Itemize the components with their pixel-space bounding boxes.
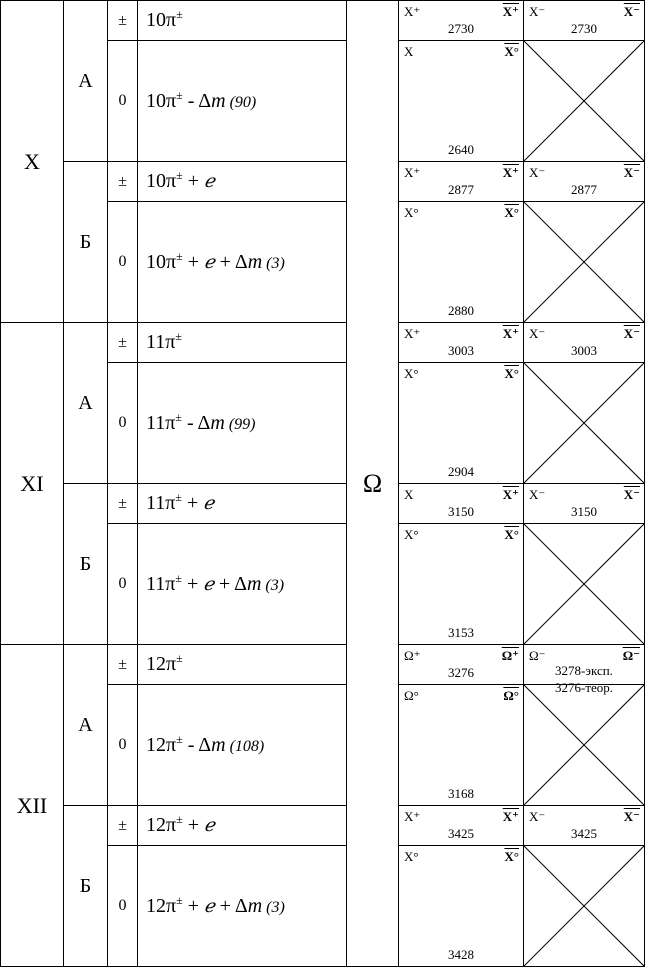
formula-sup: ± — [176, 168, 183, 182]
particle-box — [399, 524, 523, 644]
particle-symbol: Ω° — [404, 688, 419, 703]
particle-symbol: X⁻ — [529, 165, 546, 180]
formula-base: 10π — [146, 170, 177, 192]
formula-cell — [138, 846, 347, 967]
particle-symbol: Ω⁻ — [529, 648, 546, 663]
antiparticle-symbol: X⁻ — [623, 165, 640, 180]
mass-value: 2880 — [448, 303, 474, 318]
mass-symbol: m — [210, 411, 225, 434]
cross-mark — [524, 524, 644, 644]
mass-value: 3425 — [571, 826, 597, 841]
formula-plus: + — [182, 814, 204, 836]
formula-plus: + — [182, 894, 204, 917]
formula-plus: + — [181, 572, 204, 595]
particle-cell — [524, 645, 645, 695]
empty-cross-cell — [524, 846, 645, 967]
table-row — [1, 1, 645, 41]
particle-box — [399, 363, 523, 483]
mass-symbol: m — [247, 250, 263, 273]
particle-symbol: X° — [404, 366, 419, 381]
particle-cell — [399, 202, 524, 323]
formula-cell — [138, 685, 347, 806]
particle-box — [524, 484, 644, 523]
mass-value: 2640 — [448, 142, 474, 157]
formula-cell — [138, 806, 347, 846]
mass-value: 2730 — [448, 21, 474, 36]
formula-base: 10π — [146, 9, 177, 31]
subgroup-label: А — [64, 645, 108, 806]
empty-cross-cell — [524, 202, 645, 323]
antiparticle-symbol: X⁻ — [623, 487, 640, 502]
charge-sign: 0 — [108, 363, 138, 484]
charge-sign: ± — [108, 484, 138, 524]
particle-box — [524, 645, 644, 695]
mass-value: 2904 — [448, 464, 474, 479]
charge-sign: 0 — [108, 41, 138, 162]
mass-value: 3153 — [448, 625, 474, 640]
formula-cell — [138, 323, 347, 363]
empty-cross-cell — [524, 685, 645, 806]
particle-symbol: X — [404, 487, 414, 502]
particle-box — [399, 685, 523, 805]
particle-box — [399, 323, 523, 362]
mass-symbol: m — [211, 89, 226, 112]
particle-symbol: X° — [404, 205, 419, 220]
charge-sign: 0 — [108, 202, 138, 323]
particle-cell — [524, 162, 645, 202]
omega-column: Ω — [347, 1, 399, 967]
table-row — [1, 484, 645, 524]
formula-plus: + — [182, 250, 204, 273]
particle-cell — [399, 484, 524, 524]
antiparticle-symbol: X⁺ — [502, 4, 519, 19]
empty-cross-cell — [524, 363, 645, 484]
formula-sup: ± — [176, 87, 183, 102]
mass-value: 3425 — [448, 826, 474, 841]
formula-base: 12π — [146, 733, 177, 756]
particle-box — [524, 1, 644, 40]
particle-symbol: X⁺ — [404, 165, 421, 180]
formula-cell — [138, 484, 347, 524]
mass-value: 3428 — [448, 947, 474, 962]
formula-sup: ± — [175, 490, 182, 504]
formula-sup: ± — [176, 812, 183, 826]
charge-sign: ± — [108, 323, 138, 363]
antiparticle-symbol: X⁺ — [502, 487, 519, 502]
particle-symbol: Ω⁺ — [404, 648, 421, 663]
particle-cell — [399, 685, 524, 806]
particle-box — [524, 162, 644, 201]
subgroup-label: Б — [64, 162, 108, 323]
particle-box — [399, 484, 523, 523]
formula-base: 11π — [146, 492, 176, 514]
particle-box — [399, 806, 523, 845]
mass-value-line: 3278-эксп. — [555, 663, 613, 678]
formula-base: 10π — [146, 250, 177, 273]
antiparticle-symbol: X° — [504, 849, 519, 864]
subgroup-label: А — [64, 323, 108, 484]
mass-value: 2877 — [448, 182, 474, 197]
antiparticle-symbol: Ω° — [503, 688, 519, 703]
particle-box — [399, 162, 523, 201]
particle-cell — [399, 162, 524, 202]
cross-mark — [524, 41, 644, 161]
formula-sup: ± — [176, 248, 183, 263]
mass-symbol: m — [211, 733, 226, 756]
formula-cell — [138, 162, 347, 202]
particle-box — [399, 645, 523, 684]
particle-cell — [399, 363, 524, 484]
mass-value: 3276 — [448, 665, 474, 680]
particle-symbol: X⁻ — [529, 4, 546, 19]
formula-sup: ± — [175, 329, 182, 343]
particle-box — [524, 806, 644, 845]
charge-sign: 0 — [108, 846, 138, 967]
formula-base: 11π — [146, 331, 176, 353]
particle-symbol: X⁻ — [529, 487, 546, 502]
script-e-symbol: ℯ — [203, 573, 214, 595]
formula-cell — [138, 645, 347, 685]
script-e-symbol: ℯ — [203, 493, 214, 514]
cross-mark — [524, 685, 644, 805]
charge-sign: ± — [108, 645, 138, 685]
subgroup-label: Б — [64, 806, 108, 967]
formula-delta: - Δ — [182, 89, 212, 112]
charge-sign: ± — [108, 806, 138, 846]
particle-symbol: X° — [404, 527, 419, 542]
particle-box — [399, 202, 523, 322]
group-label: XI — [1, 323, 64, 645]
antiparticle-symbol: X° — [504, 366, 519, 381]
particle-box — [399, 846, 523, 966]
mass-value: 2877 — [571, 182, 597, 197]
antiparticle-symbol: Ω⁺ — [501, 648, 519, 663]
mass-value: 3003 — [448, 343, 474, 358]
antiparticle-symbol: X° — [504, 527, 519, 542]
mass-note: (3) — [266, 898, 285, 916]
formula-delta: - Δ — [181, 411, 211, 434]
mass-note: (3) — [266, 254, 285, 272]
script-e-symbol: ℯ — [203, 171, 215, 192]
mass-value: 3168 — [448, 786, 474, 801]
formula-sup: ± — [176, 7, 183, 21]
table-row — [1, 645, 645, 685]
mass-note: (99) — [228, 415, 256, 433]
particle-symbol: X⁺ — [404, 809, 421, 824]
formula-cell — [138, 1, 347, 41]
formula-cell — [138, 524, 347, 645]
antiparticle-symbol: X⁺ — [502, 326, 519, 341]
charge-sign: ± — [108, 1, 138, 41]
group-label: X — [1, 1, 64, 323]
particle-cell — [399, 524, 524, 645]
empty-cross-cell — [524, 41, 645, 162]
antiparticle-symbol: X⁻ — [623, 809, 640, 824]
script-e-symbol: ℯ — [203, 895, 215, 917]
particle-cell — [399, 323, 524, 363]
antiparticle-symbol: X⁻ — [623, 326, 640, 341]
mass-symbol: m — [246, 572, 262, 595]
group-label: XII — [1, 645, 64, 967]
subgroup-label: А — [64, 1, 108, 162]
subgroup-label: Б — [64, 484, 108, 645]
particle-cell — [399, 806, 524, 846]
cross-mark — [524, 846, 644, 966]
formula-cell — [138, 41, 347, 162]
formula-cell — [138, 363, 347, 484]
formula-cell — [138, 202, 347, 323]
mass-value: 3150 — [571, 504, 597, 519]
particle-symbol: X° — [404, 849, 419, 864]
particle-cell — [524, 484, 645, 524]
script-e-symbol: ℯ — [203, 815, 215, 836]
formula-sup: ± — [175, 409, 182, 424]
table-row — [1, 162, 645, 202]
formula-sup: ± — [176, 892, 183, 907]
particle-box — [399, 1, 523, 40]
table-row — [1, 323, 645, 363]
particle-box — [399, 41, 523, 161]
charge-sign: ± — [108, 162, 138, 202]
mass-symbol: m — [247, 894, 263, 917]
mass-note: (90) — [229, 93, 257, 111]
antiparticle-symbol: X⁻ — [623, 4, 640, 19]
particle-symbol: X⁺ — [404, 4, 421, 19]
formula-sup: ± — [176, 651, 183, 665]
particle-box — [524, 323, 644, 362]
mass-value-line: 3276-теор. — [554, 680, 614, 695]
particle-cell — [399, 41, 524, 162]
mass-note: (3) — [265, 576, 285, 594]
particle-cell — [399, 846, 524, 967]
formula-base: 12π — [146, 653, 177, 675]
formula-sup: ± — [176, 731, 183, 746]
antiparticle-symbol: X⁺ — [502, 809, 519, 824]
script-e-symbol: ℯ — [203, 251, 215, 273]
charge-sign: 0 — [108, 524, 138, 645]
particle-cell — [524, 806, 645, 846]
formula-sup: ± — [175, 570, 182, 585]
antiparticle-symbol: X° — [504, 44, 519, 59]
particle-cell — [399, 645, 524, 685]
formula-plus: + — [182, 170, 204, 192]
formula-base: 12π — [146, 814, 177, 836]
particle-symbol: X⁺ — [404, 326, 421, 341]
particle-cell — [524, 323, 645, 363]
charge-sign: 0 — [108, 685, 138, 806]
particle-cell — [524, 1, 645, 41]
particle-symbol: X — [404, 44, 414, 59]
formula-base: 10π — [146, 89, 177, 112]
formula-delta: - Δ — [182, 733, 212, 756]
mass-value: 2730 — [571, 21, 597, 36]
table-row — [1, 806, 645, 846]
antiparticle-symbol: Ω⁻ — [622, 648, 640, 663]
formula-delta: + Δ — [214, 250, 248, 273]
particle-symbol: X⁻ — [529, 326, 546, 341]
formula-base: 12π — [146, 894, 177, 917]
formula-base: 11π — [146, 411, 176, 434]
formula-delta: + Δ — [214, 894, 248, 917]
formula-plus: + — [181, 492, 204, 514]
mass-value: 3003 — [571, 343, 597, 358]
formula-base: 11π — [146, 572, 176, 595]
mass-value: 3150 — [448, 504, 474, 519]
mass-note: (108) — [229, 737, 265, 755]
particle-cell — [399, 1, 524, 41]
formula-delta: + Δ — [213, 572, 247, 595]
empty-cross-cell — [524, 524, 645, 645]
antiparticle-symbol: X⁺ — [502, 165, 519, 180]
particle-symbol: X⁻ — [529, 809, 546, 824]
cross-mark — [524, 363, 644, 483]
antiparticle-symbol: X° — [504, 205, 519, 220]
cross-mark — [524, 202, 644, 322]
